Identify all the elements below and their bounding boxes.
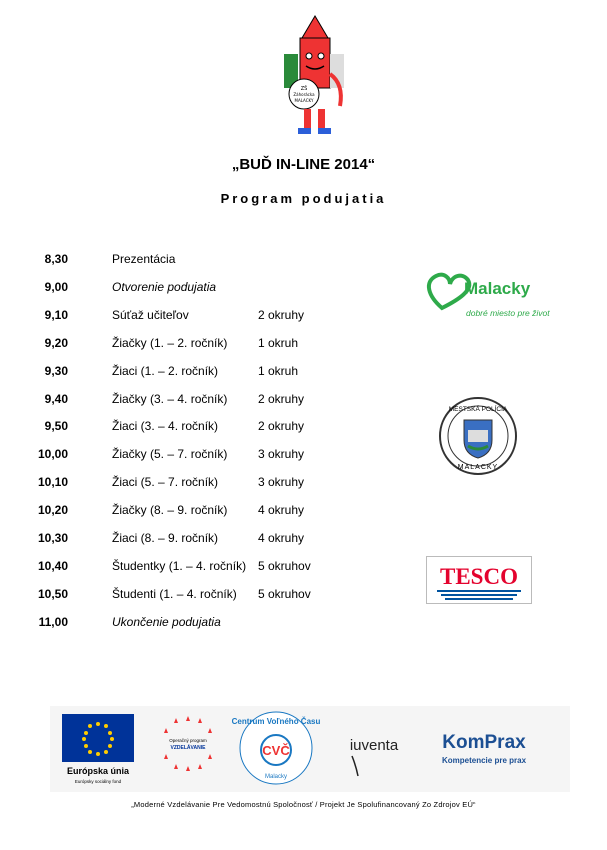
schedule-laps: 2 okruhy bbox=[258, 391, 305, 406]
schedule-laps: 3 okruhy bbox=[258, 475, 305, 490]
schedule-laps: 4 okruhy bbox=[258, 503, 305, 518]
cvc-arc-text: Centrum Voľného Času bbox=[231, 717, 321, 726]
komprax-sub: Kompetencie pre prax bbox=[441, 756, 527, 765]
cvc-mid: CVČ bbox=[262, 743, 290, 758]
schedule-laps: 2 okruhy bbox=[258, 307, 305, 322]
schedule-event: Prezentácia bbox=[112, 252, 176, 266]
malacky-logo bbox=[422, 264, 552, 324]
iuventa-name: iuventa bbox=[349, 737, 399, 754]
schedule-event: Žiačky (8. – 9. ročník) bbox=[112, 503, 228, 518]
eu-logo bbox=[62, 714, 134, 784]
schedule-time: 10,30 bbox=[37, 531, 68, 545]
eu-sub: Európsky sociálny fond bbox=[74, 779, 122, 784]
schedule-laps: 3 okruhy bbox=[258, 447, 305, 462]
schedule-event: Ukončenie podujatia bbox=[112, 614, 221, 629]
schedule-time: 10,50 bbox=[37, 586, 68, 601]
schedule-time: 9,50 bbox=[44, 419, 68, 434]
schedule-event: Žiačky (1. – 2. ročník) bbox=[112, 335, 228, 350]
iuventa-logo bbox=[350, 737, 399, 776]
page-subtitle: Program podujatia bbox=[220, 191, 387, 206]
cvc-bottom: Malacky bbox=[264, 774, 288, 780]
footer-text: „Moderné Vzdelávanie Pre Vedomostnú Spoločnosť / Projekt Je Spolufinancovaný Zo Zdrojov EÚ“ bbox=[131, 800, 476, 809]
tesco-logo bbox=[426, 556, 532, 604]
badge-text-2: Záhorácka bbox=[293, 92, 315, 97]
cvc-logo bbox=[232, 712, 321, 784]
schedule-time: 9,10 bbox=[44, 307, 68, 322]
schedule-time: 11,00 bbox=[38, 614, 68, 629]
schedule-event: Otvorenie podujatia bbox=[112, 279, 217, 294]
malacky-name: Malacky bbox=[464, 279, 531, 298]
schedule-time: 9,20 bbox=[44, 335, 68, 350]
badge-text-1: ZŠ bbox=[300, 86, 308, 92]
op-line1: Operačný program bbox=[169, 738, 207, 743]
schedule-event: Žiaci (5. – 7. ročník) bbox=[112, 475, 219, 490]
malacky-slogan: dobré miesto pre život bbox=[466, 308, 550, 318]
partner-logos bbox=[50, 706, 570, 792]
schedule-time: 8,30 bbox=[44, 252, 68, 266]
schedule-time: 10,10 bbox=[37, 475, 68, 490]
schedule-time: 9,40 bbox=[44, 391, 68, 406]
mascot-logo bbox=[280, 14, 350, 139]
schedule-event: Študenti (1. – 4. ročník) bbox=[112, 586, 237, 601]
schedule-time: 10,00 bbox=[37, 447, 68, 462]
op-line2: VZDELÁVANIE bbox=[170, 745, 206, 751]
schedule-event: Súťaž učiteľov bbox=[112, 307, 189, 322]
police-top-text: MESTSKÁ POLÍCIA bbox=[448, 406, 508, 413]
schedule-laps: 2 okruhy bbox=[258, 419, 305, 434]
schedule-laps: 4 okruhy bbox=[258, 531, 305, 545]
komprax-logo bbox=[442, 732, 527, 765]
schedule-event: Študentky (1. – 4. ročník) bbox=[112, 558, 247, 573]
schedule-laps: 1 okruh bbox=[258, 363, 299, 378]
komprax-name: KomPrax bbox=[442, 732, 526, 753]
schedule-event: Žiačky (3. – 4. ročník) bbox=[112, 391, 228, 406]
schedule-time: 10,40 bbox=[37, 558, 68, 573]
schedule-event: Žiaci (8. – 9. ročník) bbox=[112, 531, 219, 545]
badge-text-3: MALACKY bbox=[294, 98, 314, 103]
schedule-time: 10,20 bbox=[37, 503, 68, 518]
schedule-event: Žiaci (3. – 4. ročník) bbox=[112, 419, 219, 434]
eu-name: Európska únia bbox=[66, 766, 130, 776]
schedule-time: 9,00 bbox=[44, 279, 68, 294]
police-bottom-text: MALACKY bbox=[457, 464, 499, 471]
op-logo bbox=[164, 716, 212, 771]
schedule-time: 9,30 bbox=[44, 363, 68, 378]
schedule-laps: 1 okruh bbox=[258, 335, 299, 350]
police-logo bbox=[438, 396, 518, 476]
schedule-laps: 5 okruhov bbox=[258, 558, 311, 573]
page-title: „BUĎ IN-LINE 2014“ bbox=[231, 156, 376, 173]
schedule-laps: 5 okruhov bbox=[258, 586, 311, 601]
schedule-event: Žiačky (5. – 7. ročník) bbox=[112, 447, 228, 462]
schedule-event: Žiaci (1. – 2. ročník) bbox=[112, 363, 219, 378]
tesco-name: TESCO bbox=[440, 564, 518, 589]
